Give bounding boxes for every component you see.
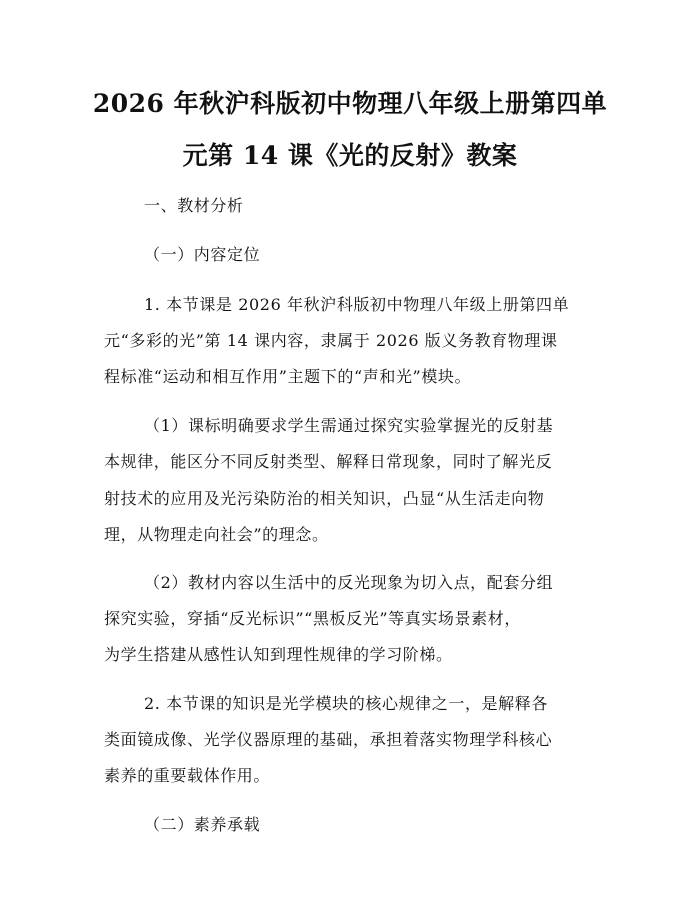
subsection-heading-content-positioning: （一）内容定位	[144, 245, 261, 264]
paragraph-4-line-2: 类面镜成像、光学仪器原理的基础，承担着落实物理学科核心	[104, 730, 553, 749]
paragraph-1-line-3: 程标准“运动和相互作用”主题下的“声和光”模块。	[104, 367, 472, 386]
paragraph-4-line-1: 2. 本节课的知识是光学模块的核心规律之一，是解释各	[144, 694, 548, 713]
subsection-heading-literacy: （二）素养承载	[144, 815, 261, 834]
paragraph-2-line-3: 射技术的应用及光污染防治的相关知识，凸显“从生活走向物	[104, 489, 545, 508]
paragraph-3-line-3: 为学生搭建从感性认知到理性规律的学习阶梯。	[104, 645, 453, 664]
paragraph-1-line-2: 元“多彩的光”第 14 课内容，隶属于 2026 版义务教育物理课	[104, 331, 558, 350]
paragraph-3-line-2: 探究实验，穿插“反光标识”“黑板反光”等真实场景素材，	[104, 609, 521, 628]
paragraph-4-line-3: 素养的重要载体作用。	[104, 766, 271, 785]
paragraph-3-line-1: （2）教材内容以生活中的反光现象为切入点，配套分组	[144, 573, 554, 592]
paragraph-2-line-2: 本规律，能区分不同反射类型、解释日常现象，同时了解光反	[104, 452, 553, 471]
paragraph-2-line-4: 理，从物理走向社会”的理念。	[104, 525, 329, 544]
document-title-line-1: 2026 年秋沪科版初中物理八年级上册第四单	[92, 89, 608, 118]
section-heading: 一、教材分析	[144, 196, 244, 215]
document-title-line-2: 元第 14 课《光的反射》教案	[182, 141, 518, 170]
paragraph-1-line-1: 1. 本节课是 2026 年秋沪科版初中物理八年级上册第四单	[144, 295, 570, 314]
paragraph-2-line-1: （1）课标明确要求学生需通过探究实验掌握光的反射基	[144, 416, 554, 435]
